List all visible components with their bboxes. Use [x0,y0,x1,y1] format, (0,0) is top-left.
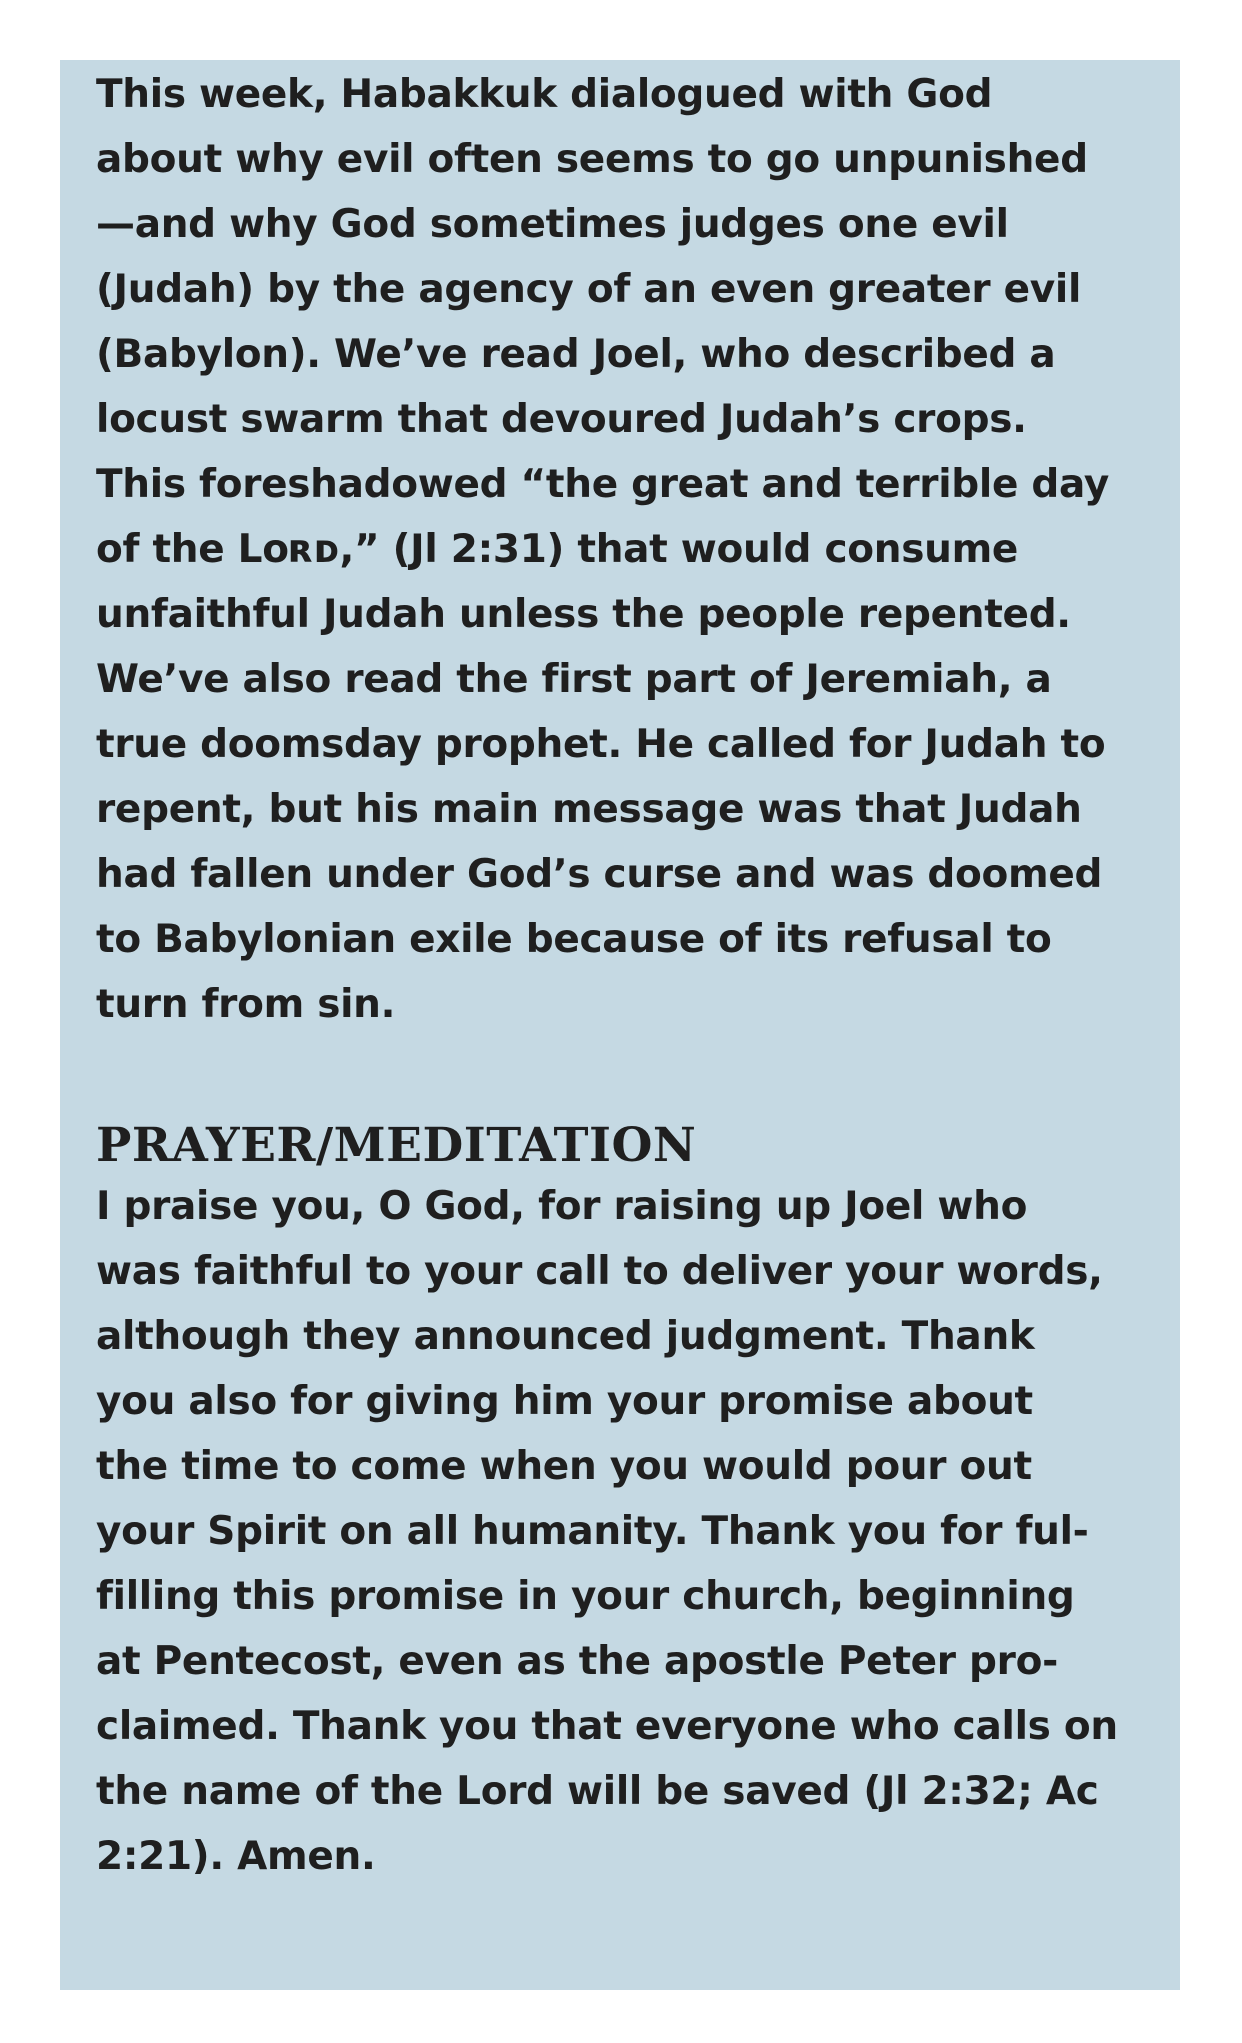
prayer-line: the name of the Lord will be saved (Jl 2:32; Ac [96,1769,1099,1814]
summary-line: about why evil often seems to go unpunished [96,137,1088,182]
summary-line: locust swarm that devoured Judah’s crops. [96,397,1027,442]
summary-line: —and why God sometimes judges one evil [96,202,1009,247]
prayer-line: claimed. Thank you that everyone who calls on [96,1704,1118,1749]
summary-line: (Babylon). We’ve read Joel, who described a [96,332,1056,377]
summary-line: had fallen under God’s curse and was doomed [96,852,1103,897]
summary-line: of the Lᴏʀᴅ,” (Jl 2:31) that would consume [96,527,1019,572]
summary-line: to Babylonian exile because of its refusal to [96,917,1052,962]
summary-line: turn from sin. [96,982,396,1027]
prayer-line: your Spirit on all humanity. Thank you for ful- [96,1509,1089,1554]
summary-line: repent, but his main message was that Judah [96,787,1082,832]
prayer-line: at Pentecost, even as the apostle Peter pro- [96,1639,1058,1684]
summary-line: This foreshadowed “the great and terrible day [96,462,1109,507]
summary-line: unfaithful Judah unless the people repented. [96,592,1071,637]
prayer-heading: PRAYER/MEDITATION [96,1118,697,1173]
prayer-line: was faithful to your call to deliver your words, [96,1249,1103,1294]
prayer-line: I praise you, O God, for raising up Joel who [96,1184,1028,1229]
prayer-line: you also for giving him your promise about [96,1379,1033,1424]
prayer-line: the time to come when you would pour out [96,1444,1032,1489]
summary-line: This week, Habakkuk dialogued with God [96,72,993,117]
summary-line: (Judah) by the agency of an even greater evil [96,267,1082,312]
summary-line: true doomsday prophet. He called for Judah to [96,722,1106,767]
summary-line: We’ve also read the first part of Jeremiah, a [96,657,1052,702]
prayer-line: filling this promise in your church, beginning [96,1574,1075,1619]
prayer-line: 2:21). Amen. [96,1834,376,1879]
prayer-line: although they announced judgment. Thank [96,1314,1035,1359]
